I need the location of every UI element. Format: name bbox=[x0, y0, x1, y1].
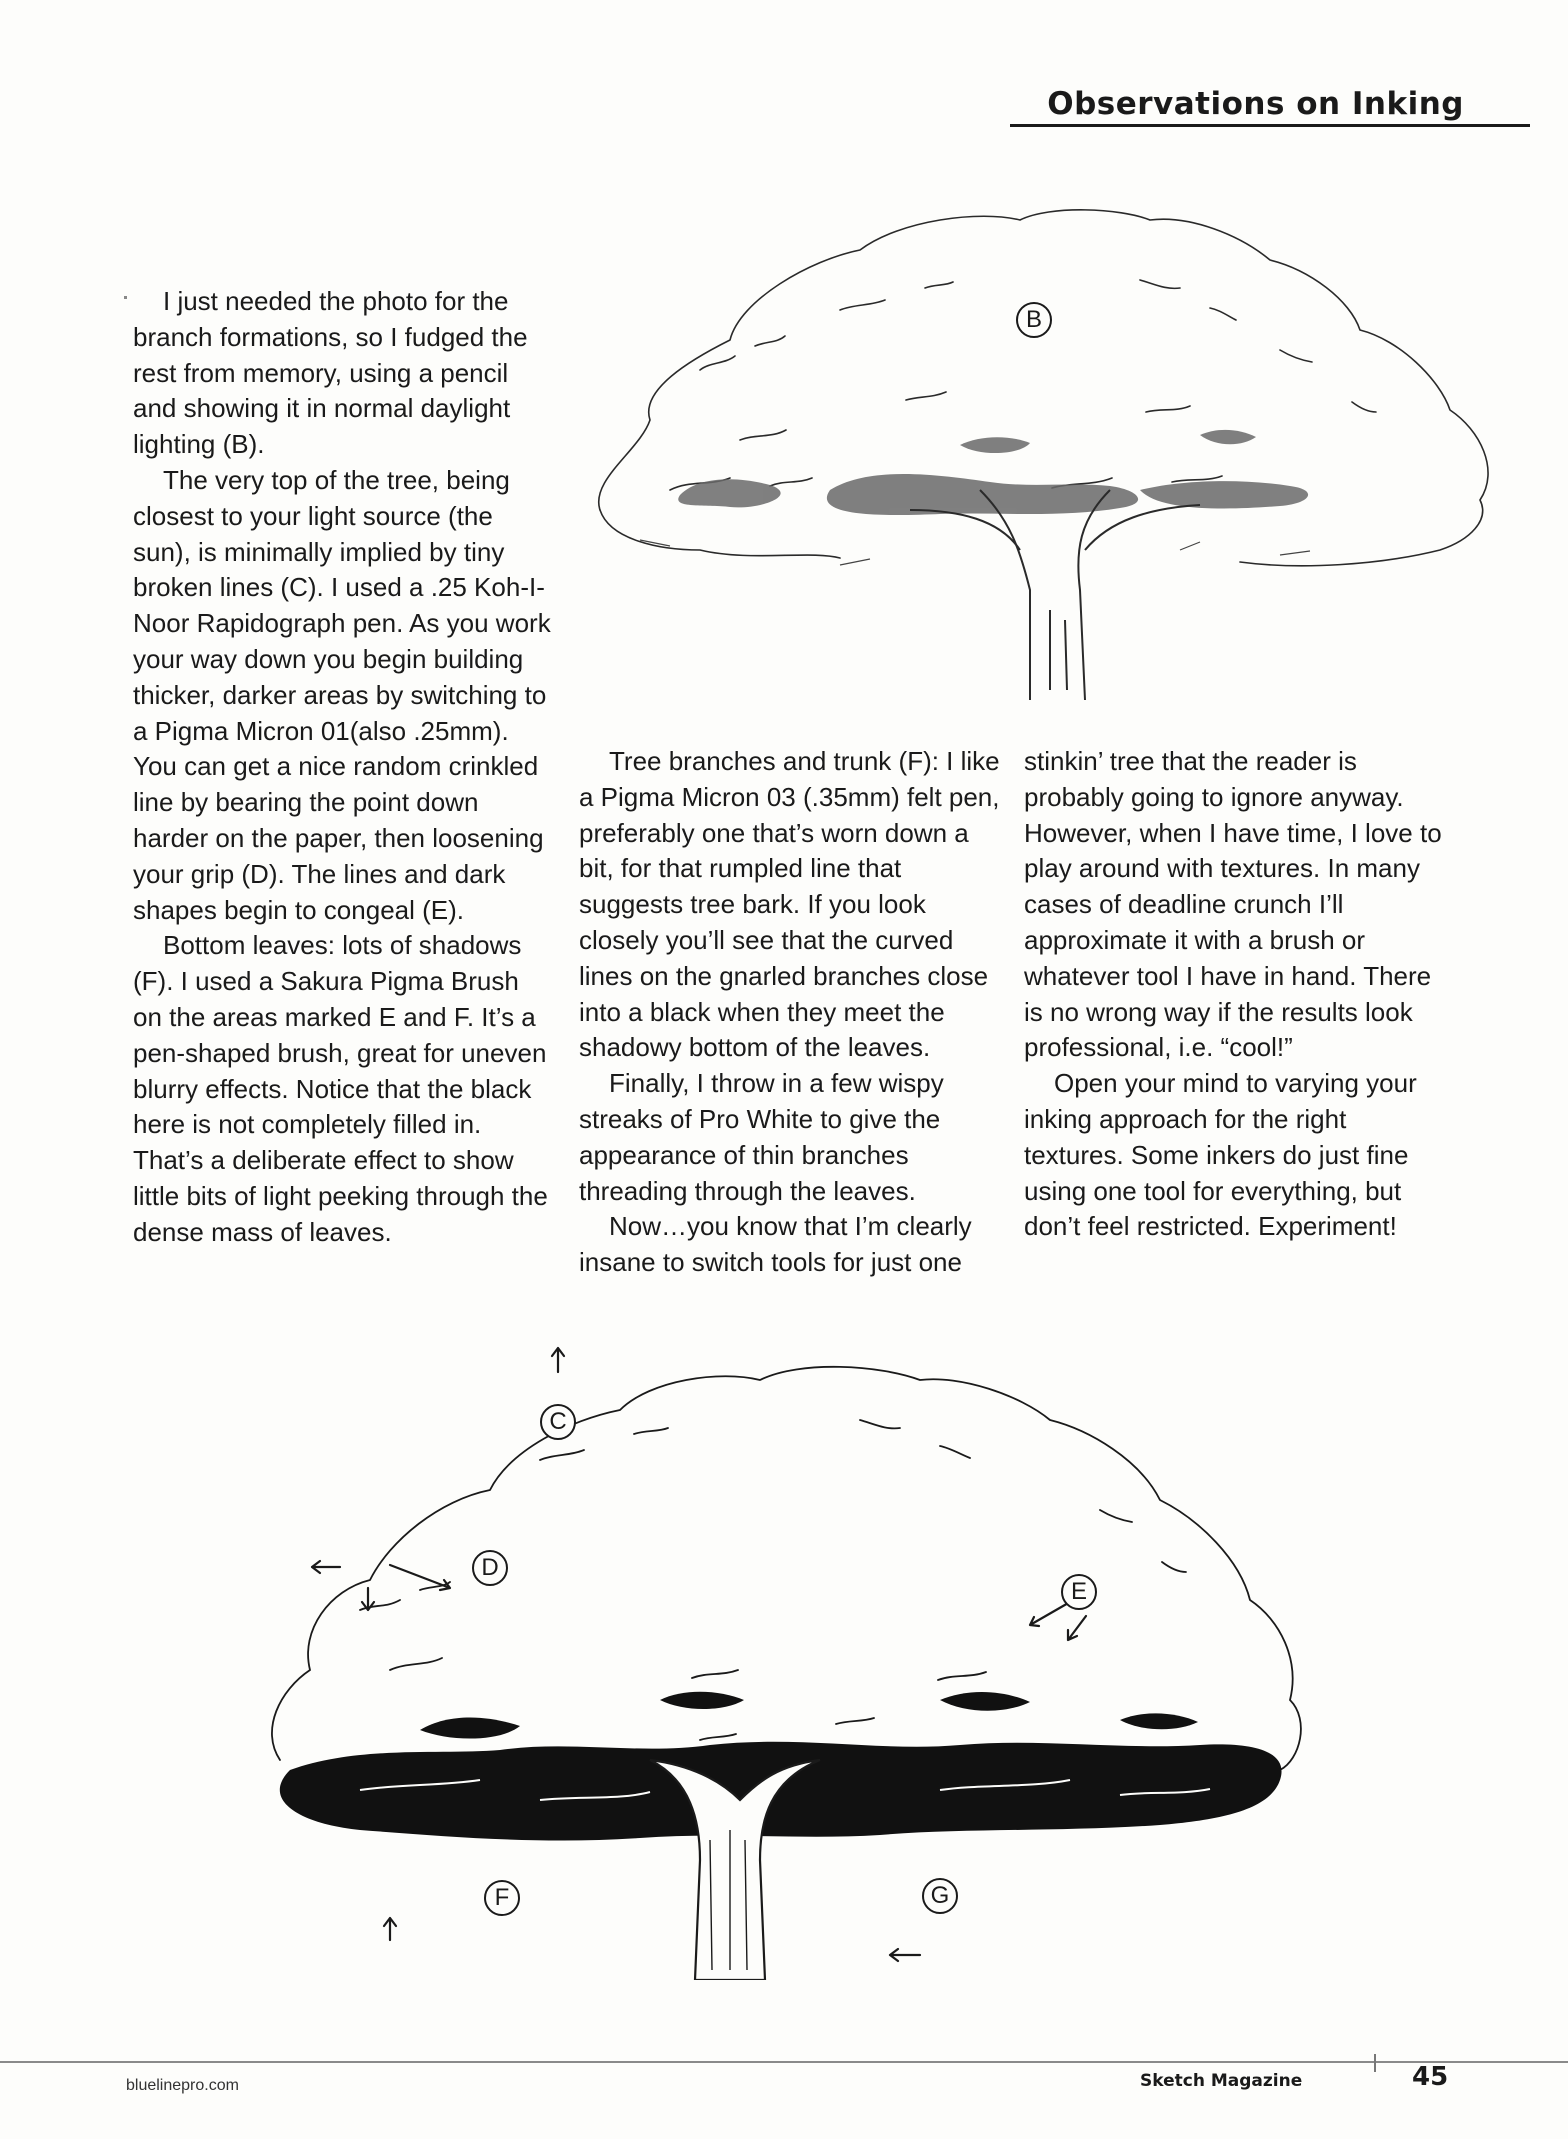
paragraph: The very top of the tree, being closest to your light source (the sun), is minimally implied by tiny broken lines (C). I used a .25 Koh-I-Noor Rapidograph pen. As you work your way down you begin building thicker, darker areas by switching to a Pigma Micron 01(also .25mm). You can get a nice random crinkled line by bearing the point down harder on the paper, then loosening your grip (D). The lines and dark shapes begin to congeal (E). bbox=[133, 464, 551, 925]
column-1 bbox=[133, 284, 553, 1251]
footer-tick bbox=[1374, 2054, 1376, 2072]
paragraph: stinkin’ tree that the reader is probably going to ignore anyway. However, when I have time, I love to play around with textures. In many cases of deadline crunch I’ll approximate it with a brush or whatever tool I have in hand. There is no wrong way if the results look professional, i.e. “cool!” bbox=[1024, 746, 1442, 1063]
footer-magazine: Sketch Magazine bbox=[1140, 2071, 1303, 2091]
label-d-marker: D bbox=[472, 1550, 508, 1586]
page-number: 45 bbox=[1412, 2062, 1449, 2092]
paragraph: I just needed the photo for the branch formations, so I fudged the rest from memory, using a pencil and showing it in normal daylight lighting (B). bbox=[133, 286, 528, 460]
inked-tree-illustration bbox=[240, 1340, 1380, 1980]
bullet-dot bbox=[124, 296, 127, 299]
column-2 bbox=[579, 744, 1004, 1281]
label-f-marker: F bbox=[484, 1880, 520, 1916]
paragraph: Finally, I throw in a few wispy streaks of Pro White to give the appearance of thin branches threading through the leaves. bbox=[579, 1068, 944, 1206]
footer-site: bluelinepro.com bbox=[126, 2077, 239, 2094]
paragraph: Open your mind to varying your inking approach for the right textures. Some inkers do just fine using one tool for everything, but don’t feel restricted. Experiment! bbox=[1024, 1068, 1417, 1242]
label-c-marker: C bbox=[540, 1404, 576, 1440]
paragraph: Tree branches and trunk (F): I like a Pigma Micron 03 (.35mm) felt pen, preferably one that’s worn down a bit, for that rumpled line that suggests tree bark. If you look closely you’ll see that the curved lines on the gnarled branches close into a black when they meet the shadowy bottom of the leaves. bbox=[579, 746, 1000, 1063]
header-rule bbox=[1010, 124, 1530, 127]
label-e-marker: E bbox=[1061, 1574, 1097, 1610]
label-b-marker: B bbox=[1016, 302, 1052, 338]
pencil-tree-illustration bbox=[580, 190, 1520, 710]
label-g-marker: G bbox=[922, 1878, 958, 1914]
footer-rule bbox=[0, 2061, 1568, 2063]
column-3 bbox=[1024, 744, 1449, 1245]
page-header-title: Observations on Inking bbox=[1047, 86, 1464, 122]
paragraph: Bottom leaves: lots of shadows (F). I used a Sakura Pigma Brush on the areas marked E and F. It’s a pen-shaped brush, great for uneven blurry effects. Notice that the black here is not completely filled in. That’s a deliberate effect to show little bits of light peeking through the dense mass of leaves. bbox=[133, 930, 548, 1247]
paragraph: Now…you know that I’m clearly insane to switch tools for just one bbox=[579, 1211, 972, 1278]
